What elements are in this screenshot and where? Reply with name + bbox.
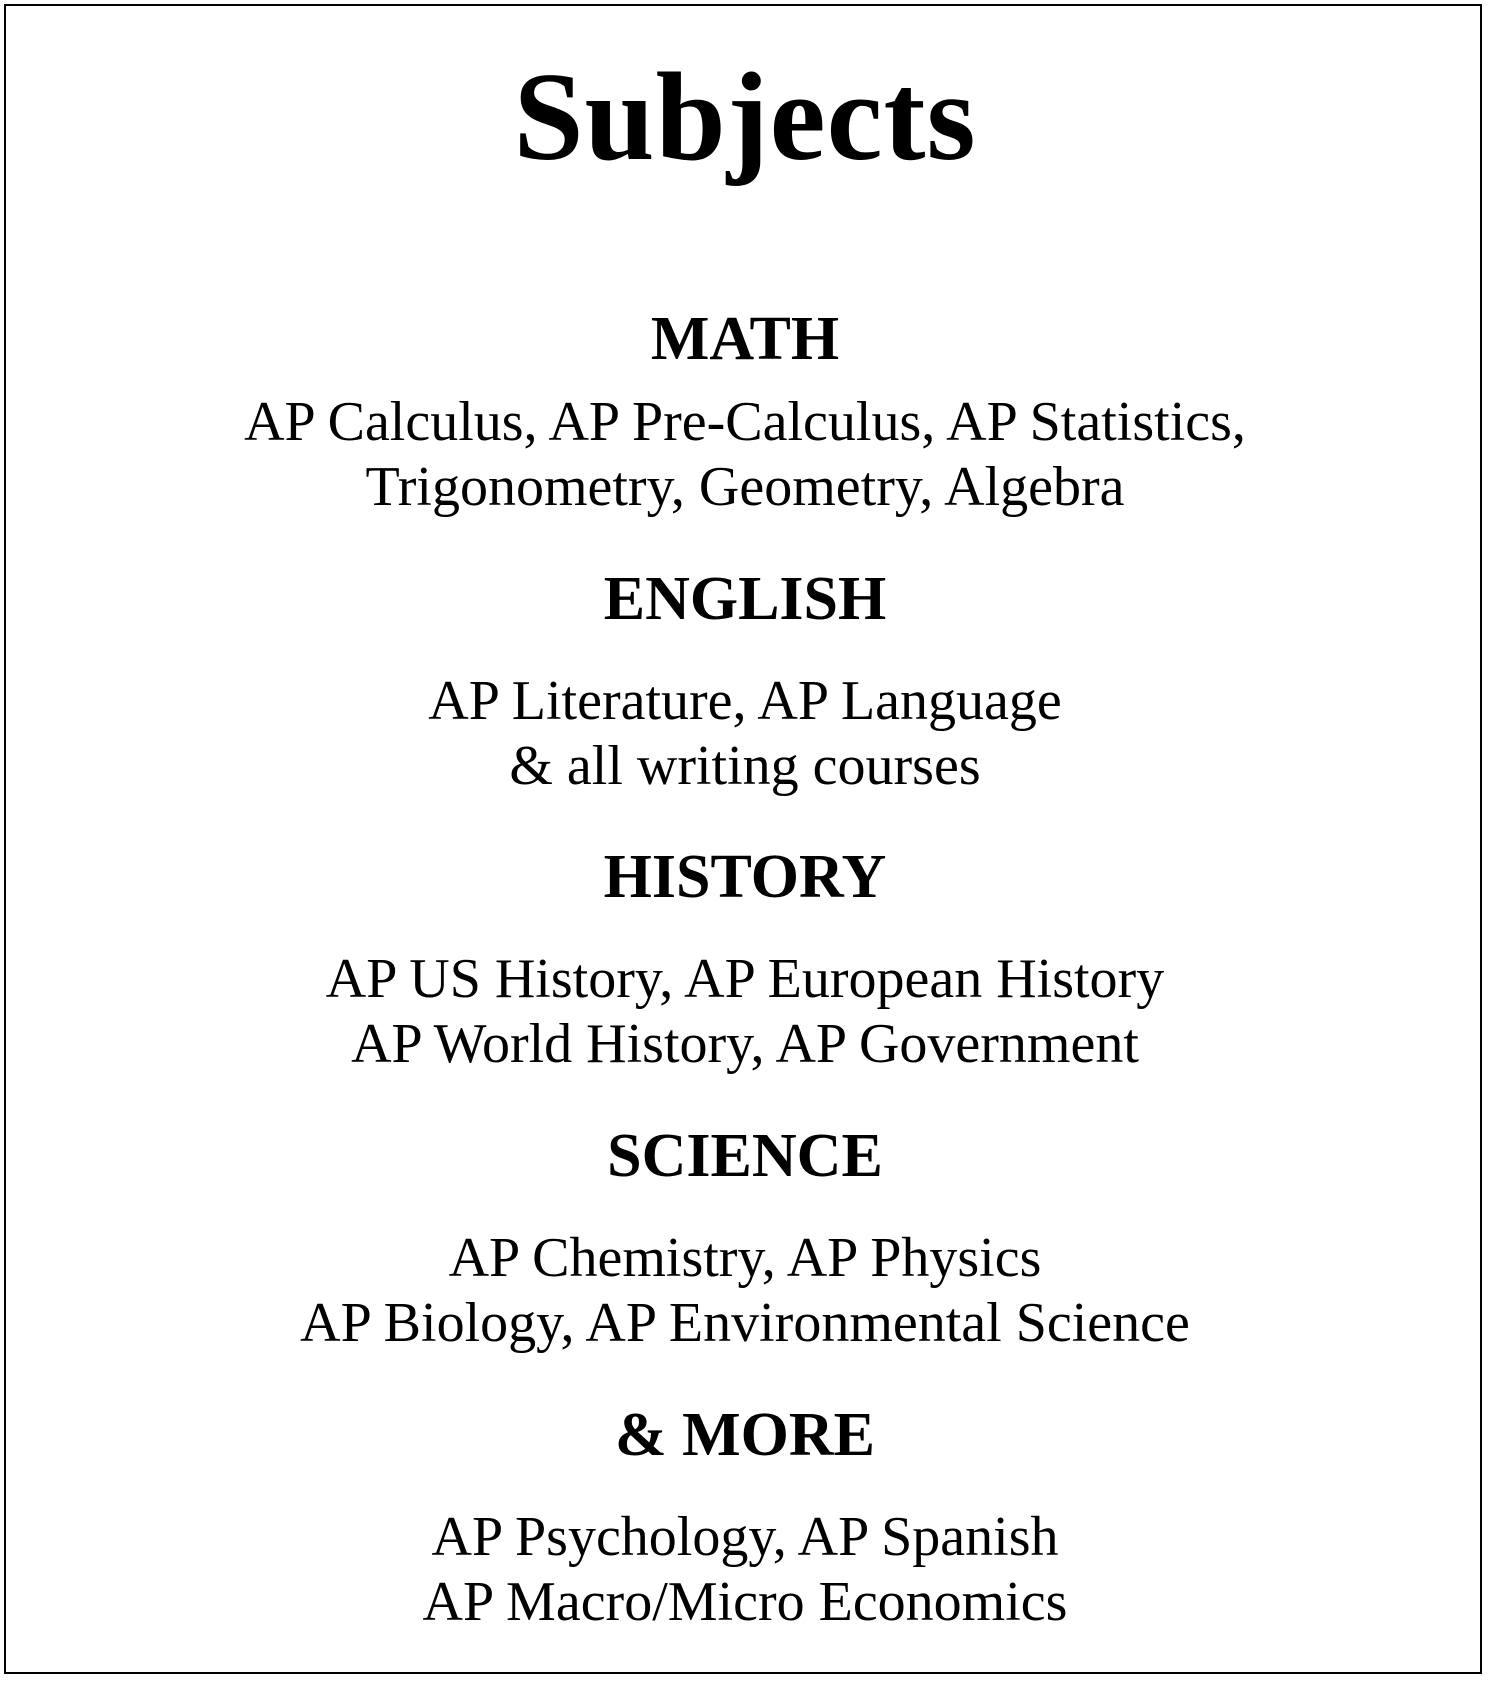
history-line-1: AP US History, AP European History (325, 948, 1165, 1010)
math-line-2: Trigonometry, Geometry, Algebra (365, 456, 1125, 518)
more-line-2: AP Macro/Micro Economics (422, 1571, 1068, 1633)
history-line-2: AP World History, AP Government (351, 1013, 1139, 1075)
section-heading-english: ENGLISH (603, 565, 887, 633)
section-heading-math: MATH (650, 305, 840, 373)
science-line-1: AP Chemistry, AP Physics (448, 1227, 1042, 1289)
section-heading-history: HISTORY (603, 843, 887, 911)
section-heading-more: & MORE (614, 1401, 876, 1469)
page-title: Subjects (513, 48, 977, 187)
english-line-1: AP Literature, AP Language (428, 670, 1062, 732)
math-line-1: AP Calculus, AP Pre-Calculus, AP Statistics, (244, 391, 1246, 453)
science-line-2: AP Biology, AP Environmental Science (300, 1292, 1190, 1354)
english-line-2: & all writing courses (509, 735, 981, 797)
section-heading-science: SCIENCE (607, 1122, 883, 1190)
more-line-1: AP Psychology, AP Spanish (431, 1506, 1059, 1568)
